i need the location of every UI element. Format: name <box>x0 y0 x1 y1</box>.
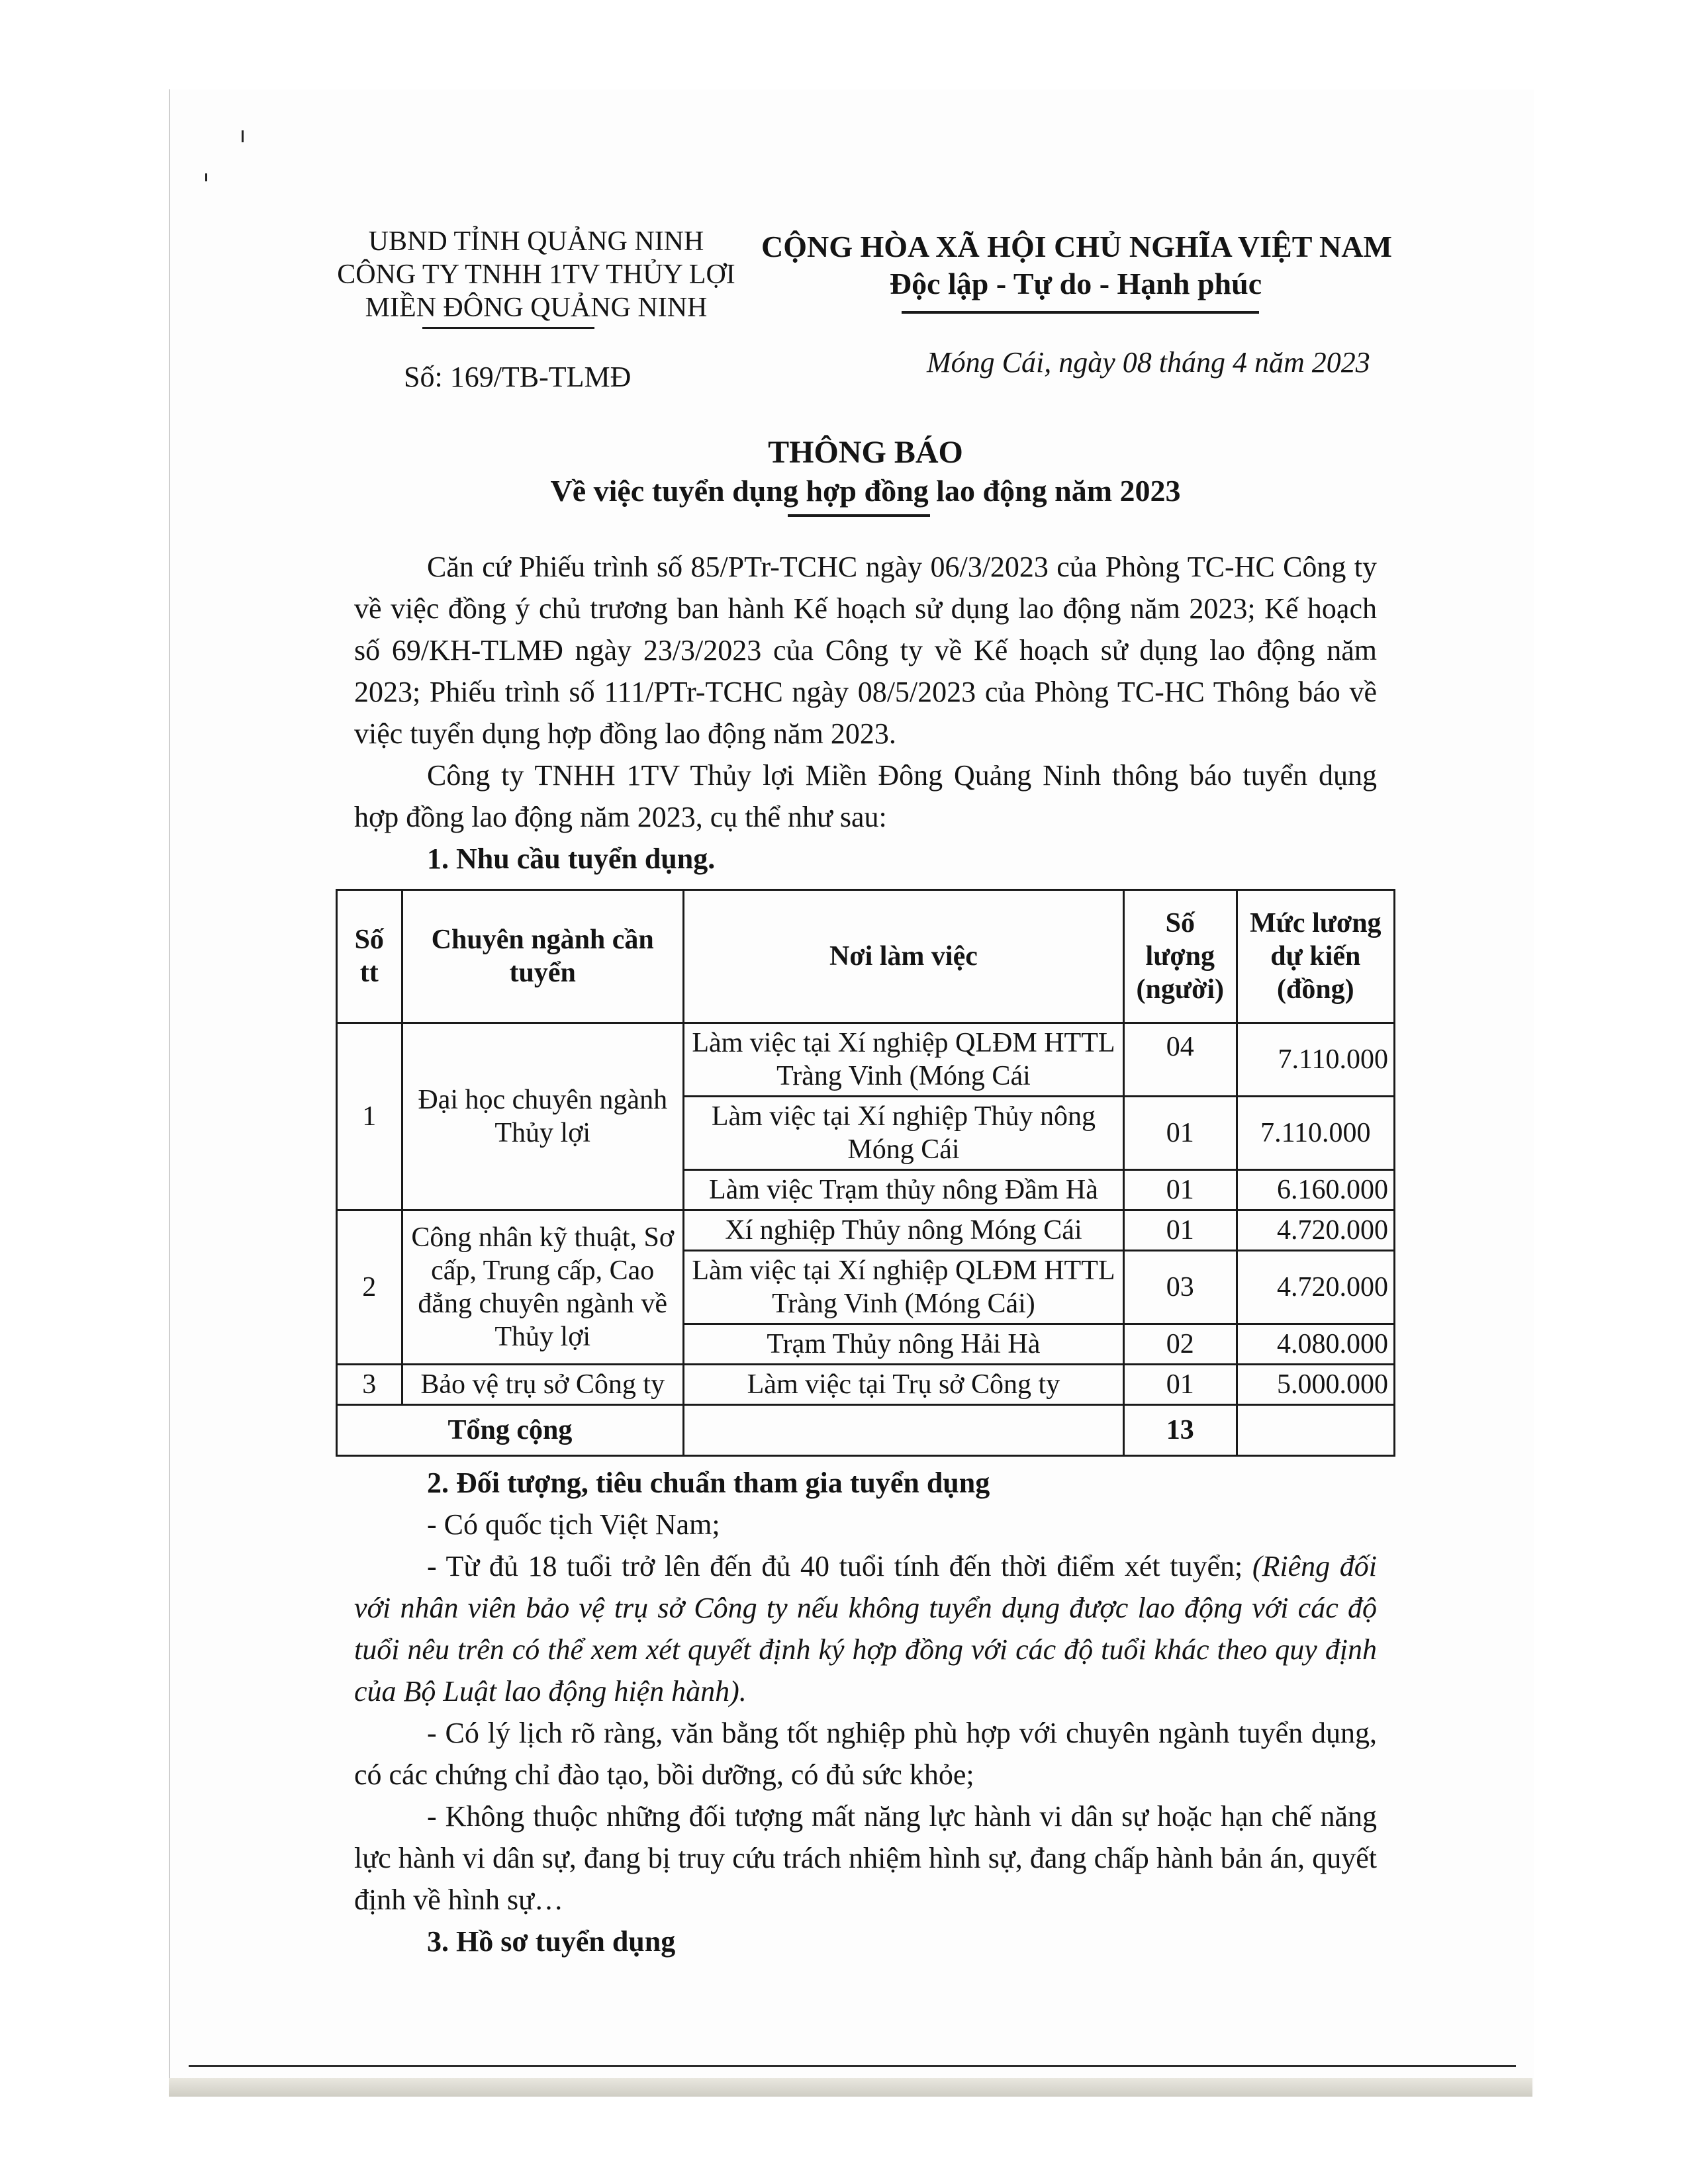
header-quantity: Số lượng (người) <box>1123 890 1237 1023</box>
salary-cell: 7.110.000 <box>1237 1023 1394 1097</box>
national-motto-block <box>761 228 1390 302</box>
criterion-age <box>354 1545 1377 1712</box>
title-underline <box>788 514 930 517</box>
criterion-legal: - Không thuộc những đối tượng mất năng lực hành vi dân sự hoặc hạn chế năng lực hành vi dân sự, đang bị truy cứu trách nhiệm hình sự, đang chấp hành bản án, quyết định về hình sự… <box>354 1800 1377 1916</box>
group-major: Công nhân kỹ thuật, Sơ cấp, Trung cấp, Cao đẳng chuyên ngành về Thủy lợi <box>402 1210 683 1365</box>
total-label: Tổng cộng <box>337 1405 684 1456</box>
criterion-age-text: - Từ đủ 18 tuổi trở lên đến đủ 40 tuổi tính đến thời điểm xét tuyển; <box>427 1550 1243 1582</box>
salary-cell: 7.110.000 <box>1237 1097 1394 1170</box>
header-salary: Mức lương dự kiến (đồng) <box>1237 890 1394 1023</box>
national-motto: Độc lập - Tự do - Hạnh phúc <box>889 267 1262 300</box>
table-header-row <box>337 890 1395 1023</box>
document-title: THÔNG BÁO <box>768 435 963 470</box>
group-major: Bảo vệ trụ sở Công ty <box>402 1365 683 1405</box>
paper-edge-shadow <box>169 2078 1532 2097</box>
basis-paragraph: Căn cứ Phiếu trình số 85/PTr-TCHC ngày 06/3/2023 của Phòng TC-HC Công ty về việc đồng ý chủ trương ban hành Kế hoạch sử dụng lao động năm 2023; Kế hoạch số 69/KH-TLMĐ ngày 23/3/2023 của Công ty về Kế hoạch sử dụng lao động năm 2023; Phiếu trình số 111/PTr-TCHC ngày 08/5/2023 của Phòng TC-HC Thông báo về việc tuyển dụng hợp đồng lao động năm 2023. <box>354 551 1377 750</box>
salary-cell: 6.160.000 <box>1237 1170 1394 1210</box>
document-number: Số: 169/TB-TLMĐ <box>404 361 632 393</box>
workplace-cell: Làm việc Trạm thủy nông Đầm Hà <box>683 1170 1123 1210</box>
quantity-cell: 02 <box>1123 1324 1237 1365</box>
section-2-heading: 2. Đối tượng, tiêu chuẩn tham gia tuyển dụng <box>427 1467 990 1499</box>
workplace-cell: Làm việc tại Xí nghiệp Thủy nông Móng Cái <box>683 1097 1123 1170</box>
quantity-cell: 01 <box>1123 1365 1237 1405</box>
issuing-authority-block <box>311 225 761 324</box>
scan-speck <box>205 173 207 181</box>
authority-line-3: MIỀN ĐÔNG QUẢNG NINH <box>365 293 708 323</box>
criterion-nationality: - Có quốc tịch Việt Nam; <box>427 1508 720 1541</box>
header-no: Số tt <box>337 890 402 1023</box>
motto-underline <box>902 311 1259 314</box>
criterion-background: - Có lý lịch rõ ràng, văn bằng tốt nghiệp phù hợp với chuyên ngành tuyển dụng, có các chứng chỉ đào tạo, bồi dưỡng, có đủ sức khỏe; <box>354 1717 1377 1791</box>
quantity-cell: 01 <box>1123 1210 1237 1251</box>
section-3-heading: 3. Hồ sơ tuyển dụng <box>427 1925 676 1958</box>
criteria-list <box>354 1504 1377 1921</box>
document-subtitle: Về việc tuyển dụng hợp đồng lao động năm 2023 <box>550 474 1181 508</box>
group-no: 1 <box>337 1023 402 1210</box>
salary-cell: 4.720.000 <box>1237 1210 1394 1251</box>
table-row <box>337 1023 1395 1097</box>
group-no: 3 <box>337 1365 402 1405</box>
section-1-heading: 1. Nhu cầu tuyển dụng. <box>427 842 716 875</box>
authority-line-1: UBND TỈNH QUẢNG NINH <box>368 226 704 257</box>
total-quantity: 13 <box>1123 1405 1237 1456</box>
recruitment-table <box>336 889 1395 1457</box>
authority-line-2: CÔNG TY TNHH 1TV THỦY LỢI <box>337 259 735 290</box>
header-major: Chuyên ngành cần tuyển <box>402 890 683 1023</box>
quantity-cell: 03 <box>1123 1251 1237 1324</box>
quantity-cell: 04 <box>1123 1023 1237 1097</box>
workplace-cell: Xí nghiệp Thủy nông Móng Cái <box>683 1210 1123 1251</box>
place-and-date: Móng Cái, ngày 08 tháng 4 năm 2023 <box>927 346 1370 379</box>
total-row <box>337 1405 1395 1456</box>
table-row <box>337 1365 1395 1405</box>
group-no: 2 <box>337 1210 402 1365</box>
group-major: Đại học chuyên ngành Thủy lợi <box>402 1023 683 1210</box>
table-row <box>337 1210 1395 1251</box>
total-workplace-empty <box>683 1405 1123 1456</box>
header-workplace: Nơi làm việc <box>683 890 1123 1023</box>
authority-underline <box>422 327 594 329</box>
intro-paragraph: Công ty TNHH 1TV Thủy lợi Miền Đông Quảng Ninh thông báo tuyển dụng hợp đồng lao động năm 2023, cụ thể như sau: <box>354 759 1377 833</box>
criterion-age-note: (Riêng đối với nhân viên bảo vệ trụ sở Công ty nếu không tuyển dụng được lao động với các độ tuổi nêu trên có thể xem xét quyết định ký hợp đồng với các độ tuổi khác theo quy định của Bộ Luật lao động hiện hành). <box>354 1550 1377 1707</box>
salary-cell: 4.720.000 <box>1237 1251 1394 1324</box>
scan-bottom-line <box>189 2065 1516 2067</box>
workplace-cell: Làm việc tại Xí nghiệp QLĐM HTTL Tràng Vinh (Móng Cái <box>683 1023 1123 1097</box>
total-salary-empty <box>1237 1405 1394 1456</box>
salary-cell: 5.000.000 <box>1237 1365 1394 1405</box>
workplace-cell: Làm việc tại Xí nghiệp QLĐM HTTL Tràng Vinh (Móng Cái) <box>683 1251 1123 1324</box>
quantity-cell: 01 <box>1123 1097 1237 1170</box>
scan-speck <box>242 130 244 142</box>
quantity-cell: 01 <box>1123 1170 1237 1210</box>
national-title: CỘNG HÒA XÃ HỘI CHỦ NGHĨA VIỆT NAM <box>761 230 1392 263</box>
workplace-cell: Trạm Thủy nông Hải Hà <box>683 1324 1123 1365</box>
document-body <box>336 433 1395 1962</box>
salary-cell: 4.080.000 <box>1237 1324 1394 1365</box>
workplace-cell: Làm việc tại Trụ sở Công ty <box>683 1365 1123 1405</box>
